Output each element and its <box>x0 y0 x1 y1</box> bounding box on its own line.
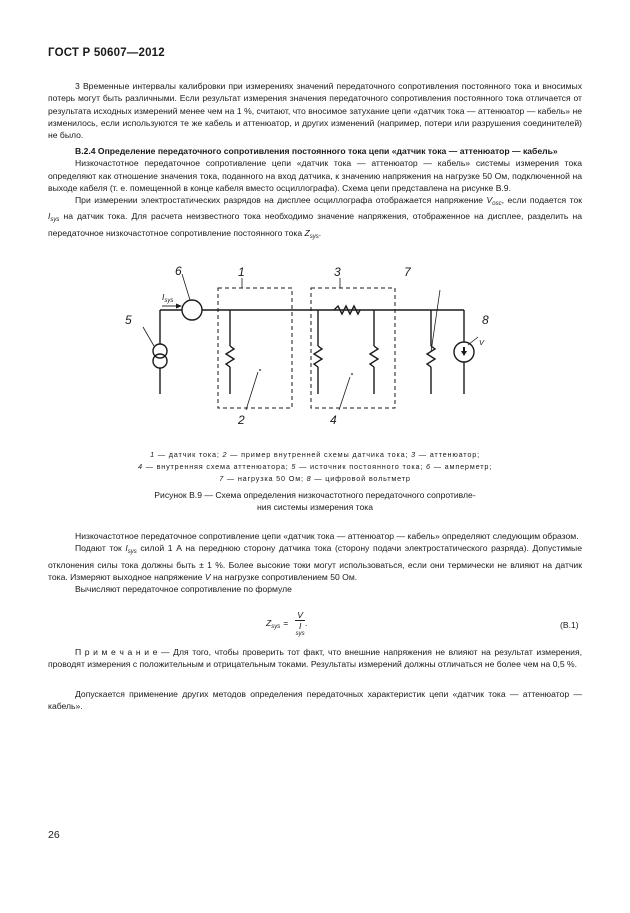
formula-denominator-i: I <box>298 621 302 631</box>
formula-equals: = <box>283 617 289 628</box>
formula-numerator: V <box>297 610 304 620</box>
note-3-paragraph: 3 Временные интервалы калибровки при измерениях значений передаточного сопротивления постоянного тока и вносимых потерь могут быть различными. Если результат измерения значения передаточного сопротивления постоянного тока отличается от результата исходных измерений менее чем на 1 %, считают, что вносимое затухание цепи «датчик тока — аттенюатор — кабель» не изменилось, если используются те же кабель и аттенюатор, и других изменений (например, потери или разрушения соединителей) не было. <box>48 81 582 141</box>
legend-text-5: — источник постоянного тока; <box>296 462 427 471</box>
formula-fraction <box>295 610 308 637</box>
v-label: V <box>479 338 485 347</box>
label-4-leader <box>339 377 350 410</box>
figure-legend <box>48 449 582 485</box>
current-arrow-head <box>176 304 182 309</box>
p4-i-subscript: sys <box>127 549 137 556</box>
figure-caption <box>48 490 582 513</box>
label-3: 3 <box>334 265 341 279</box>
label-6-leader <box>182 274 190 300</box>
note-paragraph <box>48 646 582 671</box>
isys-label: $I_{sys}$ <box>162 292 174 304</box>
label-1: 1 <box>238 265 245 279</box>
formula-number: (В.1) <box>560 620 579 630</box>
legend-num-6: 6 <box>426 462 431 471</box>
formula-z-subscript: sys <box>271 623 281 630</box>
legend-text-3: — аттенюатор; <box>415 450 480 459</box>
voltage-arrow-icon <box>461 347 467 356</box>
legend-line-1 <box>48 449 582 461</box>
caption-line-2: ния системы измерения тока <box>257 501 373 512</box>
legend-text-7: — нагрузка 50 Ом; <box>224 474 307 483</box>
legend-num-3: 3 <box>411 450 416 459</box>
current-source-circle-bottom <box>153 354 167 368</box>
section-b24 <box>48 145 582 243</box>
final-block <box>48 688 582 713</box>
paragraph-apply-current <box>48 542 582 583</box>
legend-num-4: 4 <box>137 462 143 471</box>
p4-i-symbol: I <box>125 543 128 554</box>
p2-v-subscript: osc <box>492 201 502 208</box>
p2-text-a: При измерении электростатических разрядов на дисплее осциллографа отображается напряжение <box>75 195 487 206</box>
note-label: П р и м е ч а н и е <box>75 647 158 657</box>
p2-v-symbol: V <box>486 195 493 206</box>
page-number: 26 <box>48 829 60 841</box>
legend-num-5: 5 <box>291 462 297 471</box>
formula-denominator-subscript: sys <box>295 631 305 637</box>
legend-text-2: — пример внутренней схемы датчика тока; <box>227 450 412 459</box>
p2-text-c: на датчик тока. Для расчета неизвестного тока необходимо значение напряжения, отображенное на дисплее, разделить на передаточное низкочастотное сопротивление постоянного тока <box>48 211 582 238</box>
circuit-diagram <box>118 262 508 440</box>
legend-line-3 <box>48 473 582 485</box>
note-3-block <box>48 80 582 141</box>
label-5: 5 <box>125 313 132 327</box>
p4-v-symbol: V <box>204 571 211 582</box>
attenuator-left-resistor <box>314 346 322 367</box>
p2-z-subscript: sys <box>309 233 319 240</box>
note-text: — Для того, чтобы проверить тот факт, что внешние напряжения не влияют на результат измерения, проводят измерения с положительным и отрицательным токами. Результаты измерений должны отличаться не более чем на 0,5 %. <box>48 647 583 670</box>
probe-resistor <box>226 346 234 367</box>
formula-z: Z <box>266 617 272 628</box>
paragraph-final: Допускается применение других методов определения передаточных характеристик цепи «датчик тока — аттенюатор — кабель». <box>48 689 582 712</box>
paragraph-calculate: Вычисляют передаточное сопротивление по формуле <box>75 584 292 595</box>
p2-z-symbol: Z <box>304 227 310 238</box>
paragraph-procedure-intro: Низкочастотное передаточное сопротивление цепи «датчик тока — аттенюатор — кабель» определяют следующим образом. <box>75 531 579 541</box>
p2-i-subscript: sys <box>50 217 60 224</box>
p2-text-b: , если подается ток <box>501 195 582 206</box>
legend-text-8: — цифровой вольтметр <box>311 474 411 483</box>
paragraph-oscilloscope <box>48 194 582 243</box>
caption-line-1: Рисунок В.9 — Схема определения низкочастотного передаточного сопротивле- <box>154 490 476 500</box>
paragraph-definition: Низкочастотное передаточное сопротивление цепи «датчик тока — аттенюатор — кабель» системы измерения тока определяют как отношение значения тока, поданного на вход датчика, к значению напряжения на нагрузке 50 Ом, подключенной на выходе кабеля (т. е. помещенной в конце кабеля вместо осциллографа). Схема цепи представлена на рисунке В.9. <box>48 158 582 193</box>
current-probe-box <box>218 288 292 408</box>
label-7: 7 <box>404 265 411 279</box>
load-resistor <box>427 346 435 367</box>
ammeter-circle <box>182 300 202 320</box>
label-8-leader <box>468 337 478 345</box>
formula-period: . <box>305 617 308 628</box>
label-2: 2 <box>238 413 245 427</box>
legend-num-1: 1 <box>150 450 155 459</box>
label-8: 8 <box>482 313 489 327</box>
attenuator-point-dot <box>351 373 353 375</box>
legend-line-2 <box>48 461 582 473</box>
legend-text-4: — внутренняя схема аттенюатора; <box>142 462 292 471</box>
p2-text-d: . <box>318 227 322 238</box>
legend-num-8: 8 <box>306 474 312 483</box>
label-6: 6 <box>175 264 182 278</box>
label-5-leader <box>143 327 154 346</box>
label-7-leader <box>431 290 440 352</box>
document-header: ГОСТ Р 50607—2012 <box>48 47 165 59</box>
attenuator-box <box>311 288 395 408</box>
label-2-leader <box>246 372 258 410</box>
note-block <box>48 646 582 671</box>
section-heading: В.2.4 Определение передаточного сопротивления постоянного тока цепи «датчик тока — аттенюатор — кабель» <box>75 146 558 156</box>
legend-num-2: 2 <box>222 450 228 459</box>
label-4: 4 <box>330 413 337 427</box>
legend-text-6: — амперметр; <box>430 462 493 471</box>
legend-text-1: — датчик тока; <box>154 450 223 459</box>
p4-text-a: Подают ток <box>75 543 126 554</box>
p4-text-c: на нагрузке сопротивлением 50 Ом. <box>210 571 358 582</box>
formula-denominator <box>295 621 305 637</box>
formula-b1 <box>266 610 307 637</box>
legend-num-7: 7 <box>219 474 225 483</box>
attenuator-right-resistor <box>370 346 378 367</box>
p4-text-b: силой 1 А на переднюю сторону датчика тока (сторону подачи электростатического разряда). Допустимые отклонения силы тока должны быть ± 1 %. Более высокие токи могут использоваться, если они термически не влияют на датчик тока. Измеряют выходное напряжение <box>48 543 582 582</box>
probe-point-dot <box>259 369 261 371</box>
procedure-block <box>48 530 582 595</box>
p2-i-symbol: I <box>48 211 51 222</box>
